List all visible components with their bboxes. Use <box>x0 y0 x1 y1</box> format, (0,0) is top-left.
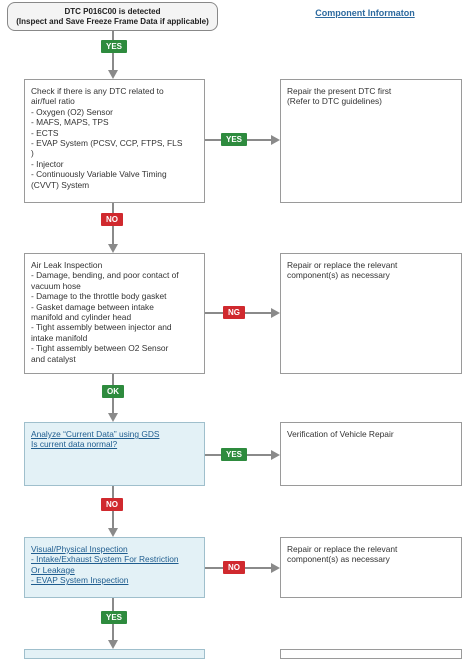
ok-label: OK <box>102 385 124 398</box>
step-analyze-current-data[interactable] <box>24 422 205 486</box>
start-subtitle: (Inspect and Save Freeze Frame Data if applicable) <box>16 17 209 26</box>
result-repair-component <box>280 253 462 374</box>
result-line: Repair the present DTC first <box>287 86 392 96</box>
step-line: - ECTS <box>31 127 59 138</box>
arrow-right-icon <box>271 563 280 573</box>
result-verification <box>280 422 462 486</box>
arrow-right-icon <box>271 450 280 460</box>
step-line: ) <box>31 148 34 159</box>
step-line: - MAFS, MAPS, TPS <box>31 117 109 128</box>
arrow-down-icon <box>108 244 118 253</box>
ng-label: NG <box>223 306 245 319</box>
result-line: (Refer to DTC guidelines) <box>287 96 382 107</box>
step-line: - Tight assembly between O2 Sensor <box>31 343 169 354</box>
next-step-box[interactable] <box>24 649 205 659</box>
no-label: NO <box>101 498 123 511</box>
step-line: - EVAP System (PCSV, CCP, FTPS, FLS <box>31 138 183 149</box>
step-dtc-check <box>24 79 205 203</box>
result-repair-dtc <box>280 79 462 203</box>
arrow-down-icon <box>108 70 118 79</box>
step-line: - Injector <box>31 158 64 169</box>
step-link-line[interactable]: Is current data normal? <box>31 439 118 450</box>
start-node <box>7 2 218 31</box>
step-line: - Continuously Variable Valve Timing <box>31 169 167 180</box>
result-line: Verification of Vehicle Repair <box>287 429 394 439</box>
result-repair-component <box>280 537 462 598</box>
step-air-leak-inspection <box>24 253 205 374</box>
step-line: manifold and cylinder head <box>31 312 132 323</box>
step-visual-inspection[interactable] <box>24 537 205 598</box>
step-line: Check if there is any DTC related to <box>31 86 164 96</box>
step-line: - Gasket damage between intake <box>31 301 154 312</box>
arrow-down-icon <box>108 413 118 422</box>
step-link-line[interactable]: Or Leakage <box>31 564 75 575</box>
step-link-line[interactable]: - Intake/Exhaust System For Restriction <box>31 554 179 565</box>
no-label: NO <box>223 561 245 574</box>
step-line: vacuum hose <box>31 280 81 291</box>
step-line: - Tight assembly between injector and <box>31 322 172 333</box>
step-line: - Damage, bending, and poor contact of <box>31 270 179 281</box>
no-label: NO <box>101 213 123 226</box>
step-line: air/fuel ratio <box>31 96 75 107</box>
next-result-box <box>280 649 462 659</box>
step-line: Air Leak Inspection <box>31 260 103 270</box>
yes-label: YES <box>101 40 127 53</box>
arrow-right-icon <box>271 308 280 318</box>
step-link-line[interactable]: Visual/Physical Inspection <box>31 544 128 554</box>
step-line: and catalyst <box>31 353 76 364</box>
step-line: intake manifold <box>31 332 88 343</box>
result-line: component(s) as necessary <box>287 554 390 565</box>
component-information-link[interactable]: Component Informaton <box>315 8 415 18</box>
yes-label: YES <box>221 448 247 461</box>
step-line: - Oxygen (O2) Sensor <box>31 106 113 117</box>
arrow-right-icon <box>271 135 280 145</box>
result-line: component(s) as necessary <box>287 270 390 281</box>
step-link-line[interactable]: Analyze “Current Data” using GDS <box>31 429 160 439</box>
arrow-down-icon <box>108 640 118 649</box>
result-line: Repair or replace the relevant <box>287 260 398 270</box>
step-line: (CVVT) System <box>31 179 90 190</box>
step-link-line[interactable]: - EVAP System Inspection <box>31 575 129 586</box>
step-line: - Damage to the throttle body gasket <box>31 291 167 302</box>
yes-label: YES <box>101 611 127 624</box>
start-title: DTC P016C00 is detected <box>64 7 161 16</box>
arrow-down-icon <box>108 528 118 537</box>
yes-label: YES <box>221 133 247 146</box>
result-line: Repair or replace the relevant <box>287 544 398 554</box>
